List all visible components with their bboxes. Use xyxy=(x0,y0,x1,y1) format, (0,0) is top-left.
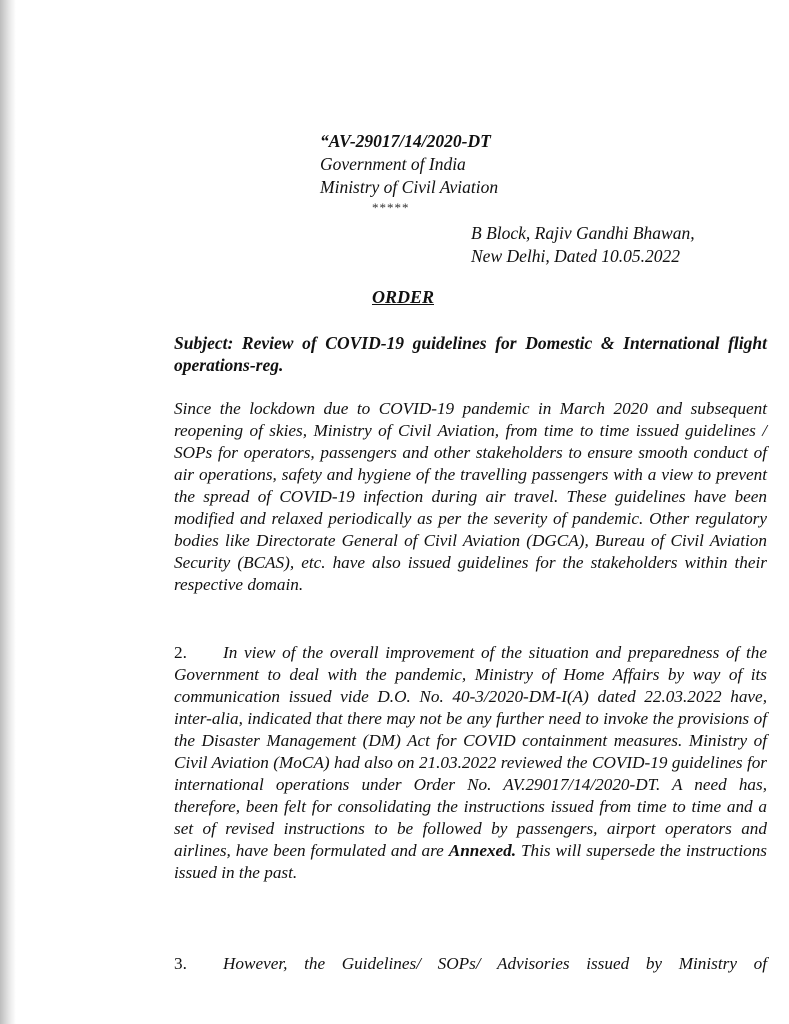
paragraph-2-tail: This will supersede the instructions issued in the past. xyxy=(174,841,767,882)
page-edge-shadow xyxy=(0,0,16,1024)
government-name: Government of India xyxy=(320,154,466,174)
order-heading: ORDER xyxy=(372,287,435,307)
paragraph-number: 2. xyxy=(174,643,187,662)
paragraph-3-text: However, the Guidelines/ SOPs/ Advisories issued by Ministry of xyxy=(223,954,767,973)
paragraph-2 xyxy=(174,642,767,884)
letterhead xyxy=(320,130,498,199)
annexed-emphasis: Annexed. xyxy=(448,841,517,860)
paragraph-2-text: In view of the overall improvement of the situation and preparedness of the Government to deal with the pandemic, Ministry of Home Affairs by way of its communication issued vide D.O. No. 40-3/2020-DM-I(A) dated 22.03.2022 have, inter-alia, indicated that there may not be any further need to invoke the provisions of the Disaster Management (DM) Act for COVID containment measures. Ministry of Civil Aviation (MoCA) had also on 21.03.2022 reviewed the COVID-19 guidelines for international operations under Order No. AV.29017/14/2020-DT. A need has, therefore, been felt for consolidating the instructions issued from time to time and a set of revised instructions to be followed by passengers, airport operators and airlines, have been formulated and are xyxy=(174,643,767,860)
paragraph-number: 3. xyxy=(174,954,187,973)
paragraph-3 xyxy=(174,953,767,975)
address-line-1: B Block, Rajiv Gandhi Bhawan, xyxy=(471,223,695,243)
ministry-name: Ministry of Civil Aviation xyxy=(320,177,499,197)
address-date-line: New Delhi, Dated 10.05.2022 xyxy=(471,246,681,266)
paragraph-1: Since the lockdown due to COVID-19 pandemic in March 2020 and subsequent reopening of skies, Ministry of Civil Aviation, from time to time issued guidelines / SOPs for operators, passengers and other stakeholders to ensure smooth conduct of air operations, safety and hygiene of the travelling passengers with a view to prevent the spread of COVID-19 infection during air travel. These guidelines have been modified and relaxed periodically as per the severity of pandemic. Other regulatory bodies like Directorate General of Civil Aviation (DGCA), Bureau of Civil Aviation Security (BCAS), etc. have also issued guidelines for the stakeholders within their respective domain. xyxy=(174,399,767,594)
address-block xyxy=(471,222,695,268)
subject-line: Subject: Review of COVID-19 guidelines for Domestic & International flight operations-reg. xyxy=(174,333,767,375)
reference-number: “AV-29017/14/2020-DT xyxy=(320,131,491,151)
separator-stars: ***** xyxy=(372,200,410,215)
